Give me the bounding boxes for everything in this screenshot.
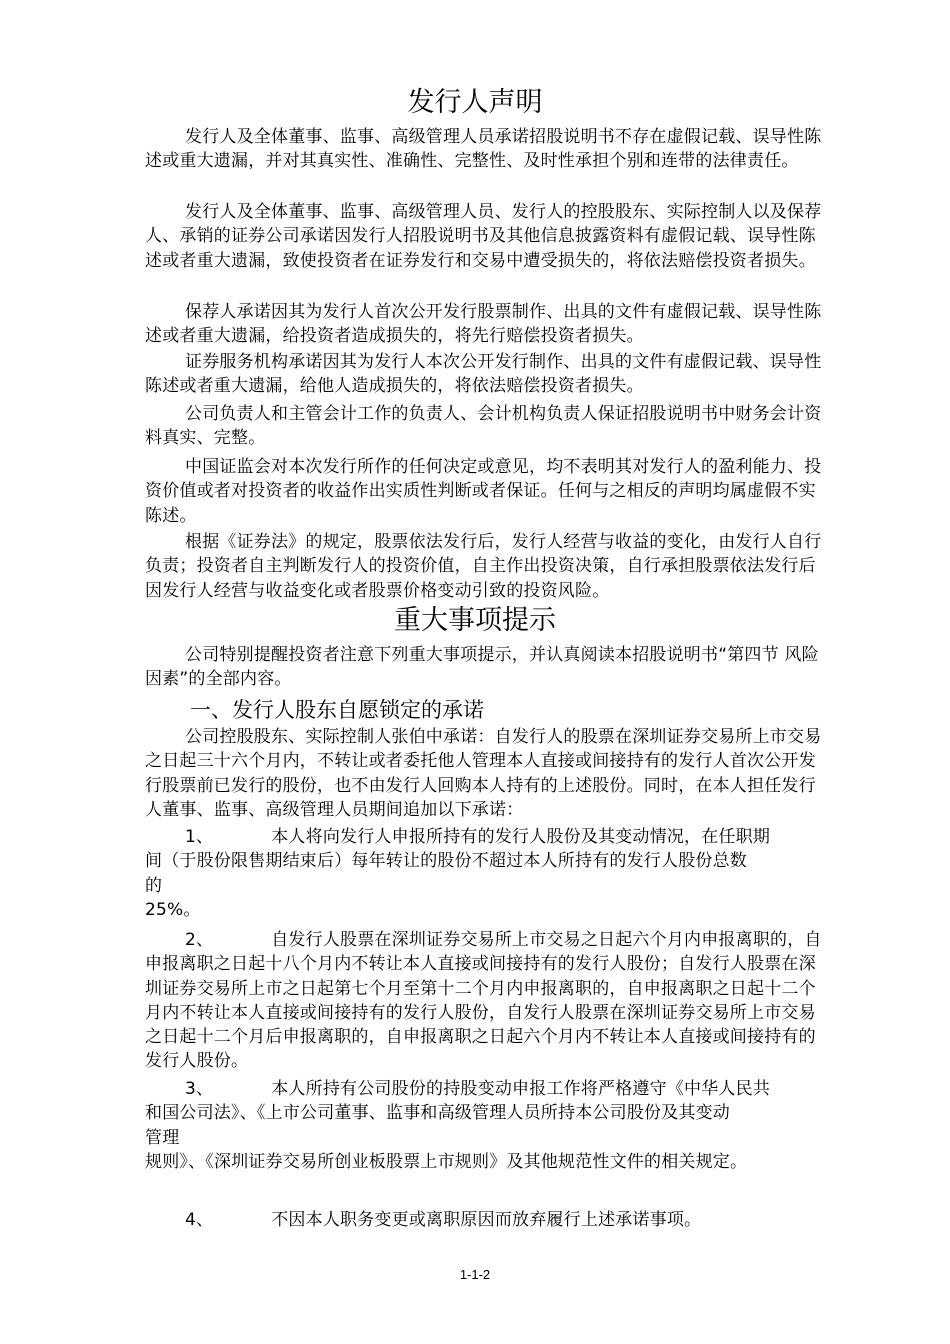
paragraph-text: 发行人及全体董事、监事、高级管理人员承诺招股说明书不存在虚假记载、误导性陈述或重大遗漏，并对其真实性、准确性、完整性、及时性承担个别和连带的法律责任。: [145, 127, 822, 172]
item-text: 自发行人股票在深圳证券交易所上市交易之日起六个月内申报离职的，自申报离职之日起十八个月内不转让本人直接或间接持有的发行人股份；自发行人股票在深圳证券交易所上市之日起第七个月至第十二个月内申报离职的，自申报离职之日起十二个月内不转让本人直接或间接持有的发行人股份，自发行人股票在深圳证券交易所上市交易之日起十二个月后申报离职的，自申报离职之日起六个月内不转让本人直接或间接持有的发行人股份。: [145, 930, 822, 1072]
item-text: 不因本人职务变更或离职原因而放弃履行上述承诺事项。: [271, 1210, 702, 1230]
major-matters-intro: [145, 643, 825, 692]
paragraph-text: 保荐人承诺因其为发行人首次公开发行股票制作、出具的文件有虚假记载、误导性陈述或者重大遗漏，给投资者造成损失的，将先行赔偿投资者损失。: [145, 302, 822, 347]
item-number: 2、: [185, 930, 214, 950]
commitment-item-1: [145, 825, 825, 922]
item-text-line: 本人将向发行人申报所持有的发行人股份及其变动情况，在任职期: [271, 827, 771, 847]
declaration-paragraph: [145, 125, 825, 174]
item-text-line: 和国公司法》、《上市公司董事、监事和高级管理人员所持本公司股份及其变动: [145, 1103, 730, 1124]
paragraph-text: 公司控股股东、实际控制人张伯中承诺：自发行人的股票在深圳证券交易所上市交易之日起三十六个月内，不转让或者委托他人管理本人直接或间接持有的发行人首次公开发行股票前已发行的股份，也不由发行人回购本人持有的上述股份。同时，在本人担任发行人董事、监事、高级管理人员期间追加以下承诺：: [145, 727, 822, 820]
paragraph-text: 公司特别提醒投资者注意下列重大事项提示，并认真阅读本招股说明书“第四节 风险因素”的全部内容。: [145, 645, 819, 690]
item-text-line: 的: [145, 875, 163, 896]
item-text-line: 本人所持有公司股份的持股变动申报工作将严格遵守《中华人民共: [271, 1079, 771, 1099]
item-text-line: 规则》、《深圳证券交易所创业板股票上市规则》及其他规范性文件的相关规定。: [145, 1151, 748, 1172]
declaration-paragraph: [145, 300, 825, 349]
issuer-declaration-title: 发行人声明: [407, 87, 543, 118]
declaration-paragraph: [145, 530, 825, 603]
item-text-line: 间（于股份限售期结束后）每年转让的股份不超过本人所持有的发行人股份总数: [145, 851, 747, 872]
declaration-paragraph: [145, 455, 825, 528]
commitment-item-4: [145, 1208, 825, 1232]
item-number: 3、: [185, 1079, 214, 1099]
section-1-title: 一、发行人股东自愿锁定的承诺: [190, 698, 484, 722]
major-matters-title: 重大事项提示: [394, 605, 556, 636]
item-text-line: 管理: [145, 1127, 180, 1148]
item-number: 1、: [185, 827, 214, 847]
item-number: 4、: [185, 1210, 214, 1230]
paragraph-text: 发行人及全体董事、监事、高级管理人员、发行人的控股股东、实际控制人以及保荐人、承销的证券公司承诺因发行人招股说明书及其他信息披露资料有虚假记载、误导性陈述或者重大遗漏，致使投资者在证券发行和交易中遭受损失的，将依法赔偿投资者损失。: [145, 202, 822, 271]
paragraph-text: 证券服务机构承诺因其为发行人本次公开发行制作、出具的文件有虚假记载、误导性陈述或者重大遗漏，给他人造成损失的，将依法赔偿投资者损失。: [145, 352, 822, 397]
declaration-paragraph: [145, 402, 825, 451]
commitment-item-2: [145, 928, 825, 1074]
declaration-paragraph: [145, 200, 825, 273]
paragraph-text: 根据《证券法》的规定，股票依法发行后，发行人经营与收益的变化，由发行人自行负责；投资者自主判断发行人的投资价值，自主作出投资决策，自行承担股票依法发行后因发行人经营与收益变化或者股票价格变动引致的投资风险。: [145, 532, 822, 601]
declaration-paragraph: [145, 350, 825, 399]
item-text-line: 25%。: [145, 899, 201, 920]
commitment-item-3: [145, 1077, 825, 1174]
section-1-intro: [145, 725, 825, 822]
paragraph-text: 公司负责人和主管会计工作的负责人、会计机构负责人保证招股说明书中财务会计资料真实、完整。: [145, 404, 822, 449]
paragraph-text: 中国证监会对本次发行所作的任何决定或意见，均不表明其对发行人的盈利能力、投资价值或者对投资者的收益作出实质性判断或者保证。任何与之相反的声明均属虚假不实陈述。: [145, 457, 822, 526]
page-number: 1-1-2: [459, 1267, 491, 1282]
